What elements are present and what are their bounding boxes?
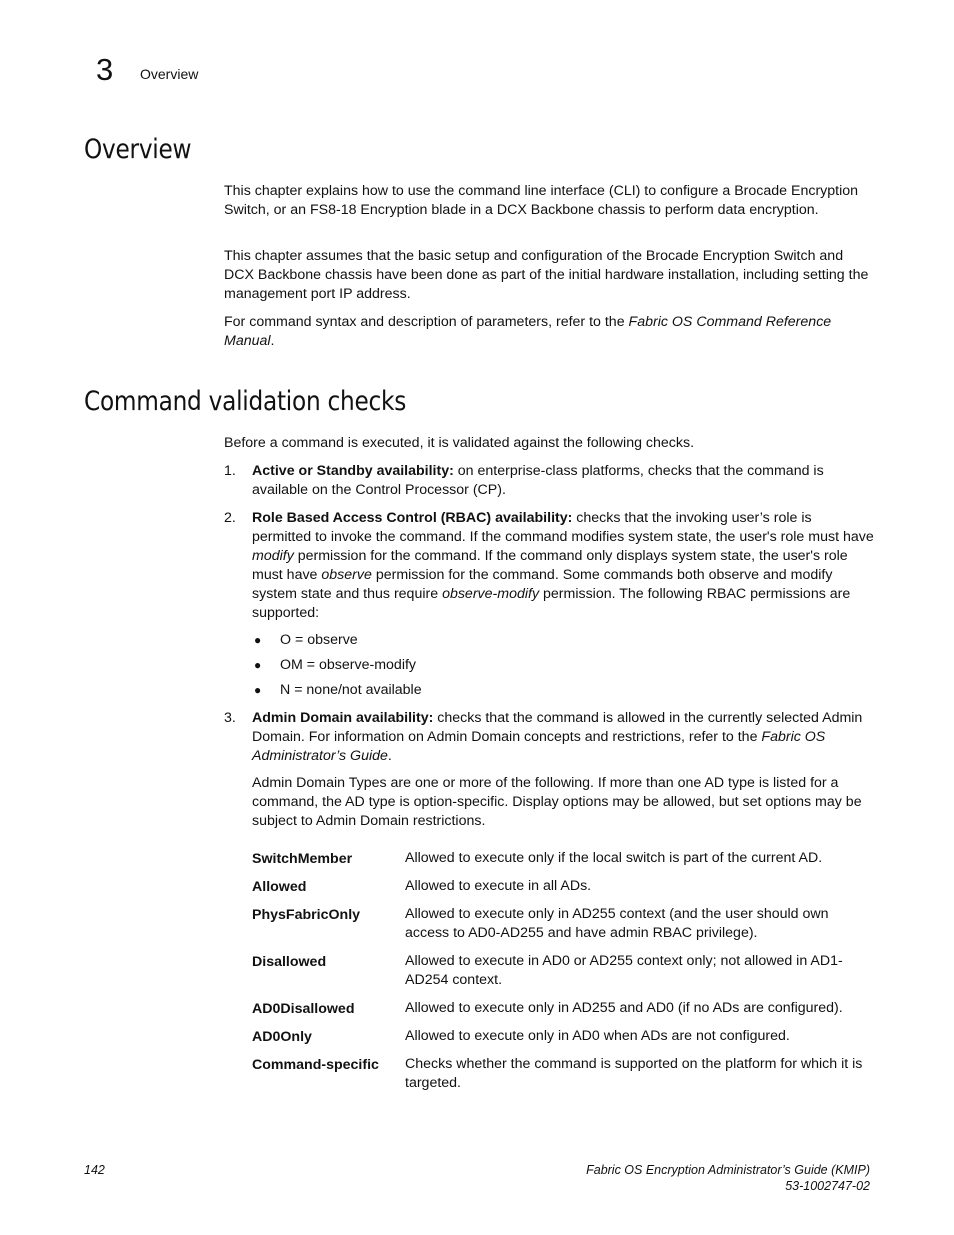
- validation-intro: Before a command is executed, it is validated against the following checks.: [224, 435, 695, 451]
- bullet-icon: ●: [254, 633, 262, 647]
- ad-type-term: SwitchMember: [252, 851, 353, 867]
- bullet-icon: ●: [254, 683, 262, 697]
- ad-type-description: Allowed to execute in AD0 or AD255 context only; not allowed in AD1-AD254 context.: [405, 953, 843, 988]
- item-label: Admin Domain availability:: [252, 710, 434, 726]
- running-header-title: Overview: [140, 66, 199, 82]
- rbac-permission-item: OM = observe-modify: [280, 657, 417, 673]
- ad-type-term: Disallowed: [252, 954, 327, 970]
- ad-type-term: Command-specific: [252, 1057, 379, 1073]
- chapter-number: 3: [96, 52, 114, 87]
- ad-type-description: Allowed to execute only in AD255 and AD0 (if no ADs are configured).: [405, 1000, 843, 1016]
- overview-heading: Overview: [84, 134, 192, 165]
- item-label: Role Based Access Control (RBAC) availability:: [252, 510, 573, 526]
- footer-doc-title: Fabric OS Encryption Administrator’s Guide (KMIP): [586, 1163, 870, 1177]
- overview-paragraph-2: This chapter assumes that the basic setup and configuration of the Brocade Encryption Switch and DCX Backbone chassis have been done as part of the initial hardware installation, including setting the management port IP address.: [224, 248, 869, 302]
- list-item-rbac: Role Based Access Control (RBAC) availability: checks that the invoking user’s role is permitted to invoke the command. If the command modifies system state, the user's role must have modify permission for the command. If the command only displays system state, the user's role must have observe permission for the command. Some commands both observe and modify system state and thus require observe-modify permission. The following RBAC permissions are supported:: [252, 510, 874, 621]
- rbac-permission-item: N = none/not available: [280, 682, 422, 698]
- ad-type-term: Allowed: [252, 879, 307, 895]
- ad-type-term: AD0Only: [252, 1029, 312, 1045]
- overview-paragraph-3: For command syntax and description of parameters, refer to the Fabric OS Command Reference Manual.: [224, 314, 832, 349]
- page-number: 142: [84, 1163, 105, 1177]
- overview-paragraph-1: This chapter explains how to use the command line interface (CLI) to configure a Brocade Encryption Switch, or an FS8-18 Encryption blade in a DCX Backbone chassis to perform data encryption.: [224, 183, 859, 218]
- list-number-1: 1.: [224, 463, 236, 479]
- command-reference-title: Fabric OS Command Reference Manual: [224, 314, 832, 349]
- ad-type-term: AD0Disallowed: [252, 1001, 355, 1017]
- ad-type-description: Checks whether the command is supported on the platform for which it is targeted.: [405, 1056, 863, 1091]
- list-item-active-standby: Active or Standby availability: on enterprise-class platforms, checks that the command is available on the Control Processor (CP).: [252, 463, 824, 498]
- list-number-3: 3.: [224, 710, 236, 726]
- ad-type-description: Allowed to execute only in AD255 context (and the user should own access to AD0-AD255 and have admin RBAC privilege).: [405, 906, 829, 941]
- list-number-2: 2.: [224, 510, 236, 526]
- list-item-admin-domain: Admin Domain availability: checks that the command is allowed in the currently selected Admin Domain. For information on Admin Domain concepts and restrictions, refer to the Fabric OS Administrator’s Guide.: [252, 710, 863, 764]
- bullet-icon: ●: [254, 658, 262, 672]
- validation-heading: Command validation checks: [84, 386, 407, 417]
- footer-doc-number: 53-1002747-02: [785, 1179, 870, 1193]
- admin-domain-types-paragraph: Admin Domain Types are one or more of the following. If more than one AD type is listed for a command, the AD type is option-specific. Display options may be allowed, but set options may be subject to Admin Domain restrictions.: [252, 775, 862, 829]
- rbac-permission-item: O = observe: [280, 632, 358, 648]
- ad-type-description: Allowed to execute in all ADs.: [405, 878, 592, 894]
- ad-type-term: PhysFabricOnly: [252, 907, 361, 923]
- ad-type-description: Allowed to execute only if the local switch is part of the current AD.: [405, 850, 823, 866]
- item-label: Active or Standby availability:: [252, 463, 454, 479]
- ad-type-description: Allowed to execute only in AD0 when ADs are not configured.: [405, 1028, 790, 1044]
